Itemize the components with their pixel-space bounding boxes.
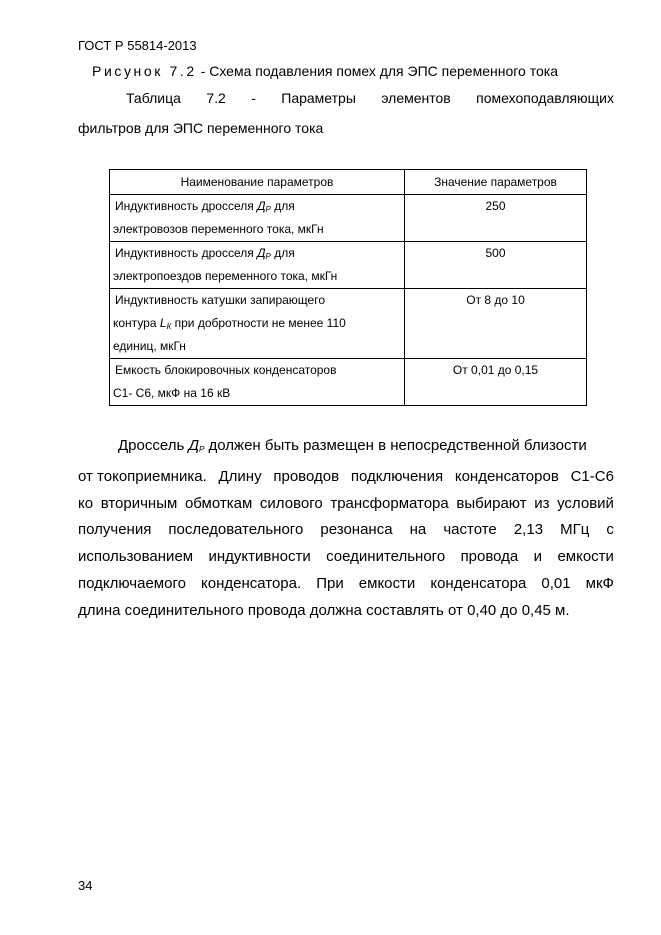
column-header-name: Наименование параметров bbox=[110, 170, 405, 195]
table-row bbox=[110, 242, 587, 289]
column-header-value: Значение параметров bbox=[405, 170, 587, 195]
parameter-value-cell: От 0,01 до 0,15 bbox=[405, 359, 587, 406]
paragraph-line: Дроссель $Д_Р$ должен быть размещен в непосредственной близости bbox=[118, 437, 587, 454]
table-header-row bbox=[110, 170, 587, 195]
caption-word: 7.2 bbox=[206, 90, 226, 106]
caption-word: элементов bbox=[381, 90, 451, 106]
parameter-name-line: электропоездов переменного тока, мкГн bbox=[113, 269, 338, 283]
parameter-name-line: Индуктивность катушки запирающего bbox=[115, 293, 325, 307]
paragraph-line: ко вторичным обмоткам силового трансформатора выбирают из условий bbox=[78, 494, 614, 512]
paragraph-line: получения последовательного резонанса на частоте 2,13 МГц с bbox=[78, 521, 614, 539]
parameter-name-line: С1- С6, мкФ на 16 кВ bbox=[113, 386, 231, 400]
parameter-name-line: Индуктивность дросселя $Д_Р$ для bbox=[115, 199, 295, 214]
parameter-name-line: контура $L_К$ при добротности не менее 110 bbox=[113, 316, 346, 331]
paragraph-line: использованием индуктивности соединительного провода и емкости bbox=[78, 548, 614, 566]
paragraph-line: длина соединительного провода должна составлять от 0,40 до 0,45 м. bbox=[78, 601, 570, 619]
table-caption-line-2: фильтров для ЭПС переменного тока bbox=[78, 120, 324, 136]
paragraph-line: подключаемого конденсатора. При емкости конденсатора 0,01 мкФ bbox=[78, 574, 614, 592]
parameter-name-cell bbox=[110, 359, 405, 406]
table-caption-line-1 bbox=[126, 90, 614, 106]
parameter-value-cell: 250 bbox=[405, 195, 587, 242]
table-row bbox=[110, 195, 587, 242]
parameters-table bbox=[109, 169, 587, 406]
table-row bbox=[110, 289, 587, 359]
figure-caption bbox=[92, 63, 558, 79]
figure-title: - Схема подавления помех для ЭПС переменного тока bbox=[200, 63, 558, 79]
parameter-name-cell bbox=[110, 242, 405, 289]
body-paragraph bbox=[78, 433, 614, 625]
parameter-value-cell: 500 bbox=[405, 242, 587, 289]
caption-word: - bbox=[251, 90, 256, 106]
caption-word: Параметры bbox=[281, 90, 356, 106]
parameter-name-line: Емкость блокировочных конденсаторов bbox=[115, 363, 337, 377]
parameter-name-cell bbox=[110, 195, 405, 242]
caption-word: Таблица bbox=[126, 90, 181, 106]
parameter-name-line: электровозов переменного тока, мкГн bbox=[113, 222, 324, 236]
parameter-name-cell bbox=[110, 289, 405, 359]
caption-word: помехоподавляющих bbox=[476, 90, 614, 106]
parameter-value-cell: От 8 до 10 bbox=[405, 289, 587, 359]
figure-label: Рисунок 7.2 bbox=[92, 63, 197, 79]
table-row bbox=[110, 359, 587, 406]
parameter-name-line: Индуктивность дросселя $Д_Р$ для bbox=[115, 246, 295, 261]
page-number: 34 bbox=[78, 878, 93, 893]
document-header: ГОСТ Р 55814-2013 bbox=[78, 38, 197, 53]
paragraph-line: от токоприемника. Длину проводов подключения конденсаторов С1-С6 bbox=[78, 467, 614, 485]
parameter-name-line: единиц, мкГн bbox=[113, 339, 186, 353]
